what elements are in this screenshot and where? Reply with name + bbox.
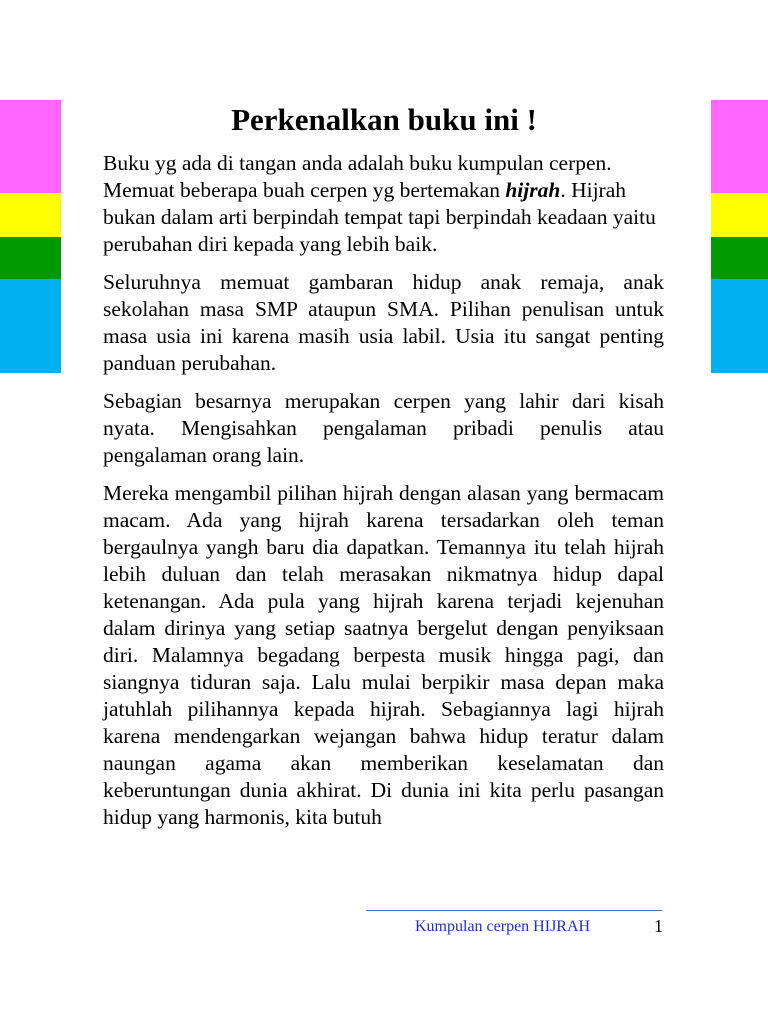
color-tab-strip-right [711,100,768,373]
footer-rule [366,910,662,911]
color-block-yellow [711,193,768,237]
color-block-yellow [0,193,61,237]
color-block-blue [0,279,61,373]
color-block-blue [711,279,768,373]
footer-caption: Kumpulan cerpen HIJRAH [415,918,591,935]
color-block-green [0,237,61,279]
paragraph-3: Sebagian besarnya merupakan cerpen yang lahir dari kisah nyata. Mengisahkan pengalaman pribadi penulis atau pengalaman orang lain. [103,389,664,467]
color-tab-strip-left [0,100,61,373]
emphasis-hijrah: hijrah [505,178,561,202]
color-block-green [711,237,768,279]
paragraph-2: Seluruhnya memuat gambaran hidup anak remaja, anak sekolahan masa SMP ataupun SMA. Pilihan penulisan untuk masa usia ini karena masih usia labil. Usia itu sangat penting panduan perubahan. [103,270,664,375]
paragraph-text: . Hijrah bukan dalam arti berpindah tempat tapi berpindah keadaan yaitu perubahan diri kepada yang lebih baik. [103,178,656,256]
body-text [103,150,664,842]
paragraph-intro [103,150,664,258]
page-title: Perkenalkan buku ini ! [231,102,537,137]
page-number: 1 [654,916,663,936]
paragraph-text: Buku yg ada di tangan anda adalah buku kumpulan cerpen. Memuat beberapa buah cerpen yg bertemakan [103,151,612,202]
paragraph-4: Mereka mengambil pilihan hijrah dengan alasan yang bermacam macam. Ada yang hijrah karena tersadarkan oleh teman bergaulnya yangh baru dia dapatkan. Temannya itu telah hijrah lebih duluan dan telah merasakan nikmatnya hidup dapal ketenangan. Ada pula yang hijrah karena terjadi kejenuhan dalam dirinya yang setiap saatnya bergelut dengan penyiksaan diri. Malamnya begadang berpesta musik hingga pagi, dan siangnya tiduran saja. Lalu mulai berpikir masa depan maka jatuhlah pilihannya kepada hijrah. Sebagiannya lagi hijrah karena mendengarkan wejangan bahwa hidup teratur dalam naungan agama akan memberikan keselamatan dan keberuntungan dunia akhirat. Di dunia ini kita perlu pasangan hidup yang harmonis, kita butuh [103,481,664,829]
